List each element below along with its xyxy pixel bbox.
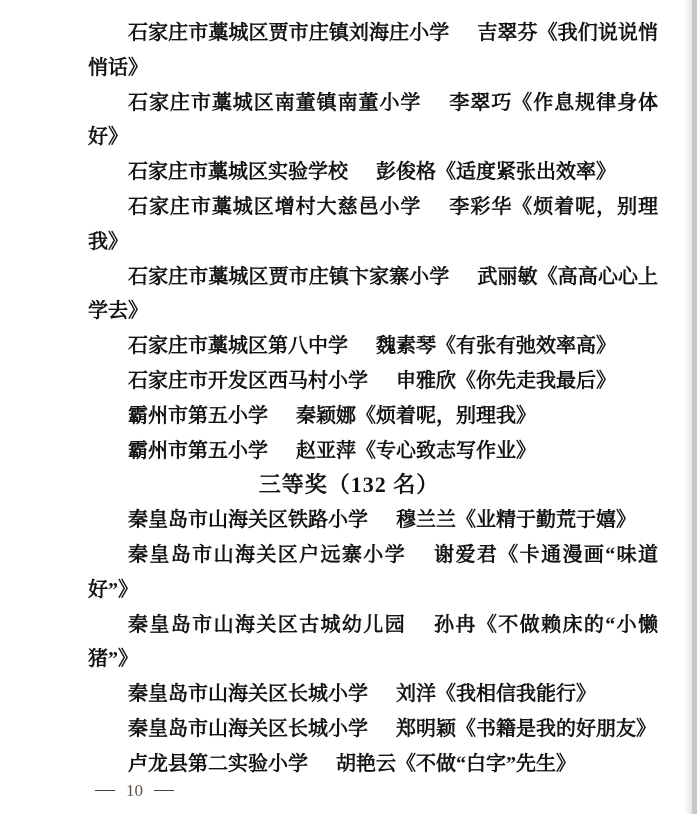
work-title: 《烦着呢，别理我》 [88,195,659,253]
page-footer [95,778,174,801]
work-title: 《不做“白字”先生》 [396,752,576,775]
work-title: 《我相信我能行》 [436,683,596,706]
award-entry [88,747,658,782]
author-name: 魏素琴 [376,335,436,358]
third-prize-entry-list [88,503,658,781]
award-entry [88,155,658,190]
work-title: 《烦着呢，别理我》 [356,404,536,427]
award-entry [88,503,658,538]
school-name: 石家庄市藁城区增村大慈邑小学 [128,195,422,218]
award-entry [88,190,658,260]
award-entry [88,364,658,399]
work-title: 《我们说说悄悄话》 [88,22,659,79]
work-title: 《专心致志写作业》 [356,439,536,462]
school-name: 秦皇岛市山海关区古城幼儿园 [128,613,407,636]
award-entry [88,260,658,330]
school-name: 霸州市第五小学 [128,439,268,462]
work-title: 《业精于勤荒于嬉》 [456,509,636,532]
school-name: 卢龙县第二实验小学 [128,752,308,775]
work-title: 《高高心心上学去》 [88,265,659,323]
author-name: 彭俊格 [376,161,436,184]
school-name: 秦皇岛市山海关区铁路小学 [128,509,368,532]
author-name: 谢爱君 [434,543,499,566]
page-content [88,16,658,782]
award-entry [88,16,658,86]
author-name: 郑明颖 [396,717,456,740]
second-prize-entry-list [88,16,658,468]
author-name: 吉翠芬 [477,22,538,44]
school-name: 石家庄市藁城区实验学校 [128,161,348,184]
award-entry [88,86,658,156]
award-entry [88,712,658,747]
author-name: 李彩华 [449,195,513,218]
work-title: 《作息规律身体好》 [88,91,659,149]
school-name: 秦皇岛市山海关区长城小学 [128,717,368,740]
author-name: 武丽敏 [477,265,538,288]
work-title: 《适度紧张出效率》 [436,161,616,184]
work-title: 《卡通漫画“味道好”》 [88,543,659,601]
third-prize-heading: 三等奖（132 名） [258,472,440,498]
author-name: 秦颖娜 [296,404,356,427]
school-name: 石家庄市藁城区贾市庄镇卞家寨小学 [128,265,450,288]
award-entry [88,434,658,469]
school-name: 霸州市第五小学 [128,404,268,427]
work-title: 《你先走我最后》 [456,369,616,392]
school-name: 石家庄市藁城区第八中学 [128,335,348,358]
school-name: 秦皇岛市山海关区户远寨小学 [128,543,407,566]
author-name: 胡艳云 [336,752,396,775]
author-name: 刘洋 [396,683,436,706]
school-name: 石家庄市开发区西马村小学 [128,369,368,392]
author-name: 穆兰兰 [396,509,456,532]
award-entry [88,608,658,678]
school-name: 秦皇岛市山海关区长城小学 [128,683,368,706]
author-name: 李翠巧 [449,91,513,114]
award-entry [88,538,658,608]
school-name: 石家庄市藁城区贾市庄镇刘海庄小学 [128,22,450,44]
work-title: 《有张有弛效率高》 [436,335,616,358]
award-entry [88,399,658,434]
scan-edge-strip [692,0,697,814]
scan-edge-shadow [684,0,692,814]
work-title: 《不做赖床的“小懒猪”》 [88,613,659,671]
award-entry [88,677,658,712]
footer-right-dash: — [154,778,174,800]
footer-left-dash: — [95,778,115,800]
author-name: 申雅欣 [396,369,456,392]
award-entry [88,329,658,364]
author-name: 赵亚萍 [296,439,356,462]
author-name: 孙冉 [434,613,477,636]
page-number: 10 [126,781,143,800]
work-title: 《书籍是我的好朋友》 [456,717,656,740]
school-name: 石家庄市藁城区南董镇南董小学 [128,91,422,114]
